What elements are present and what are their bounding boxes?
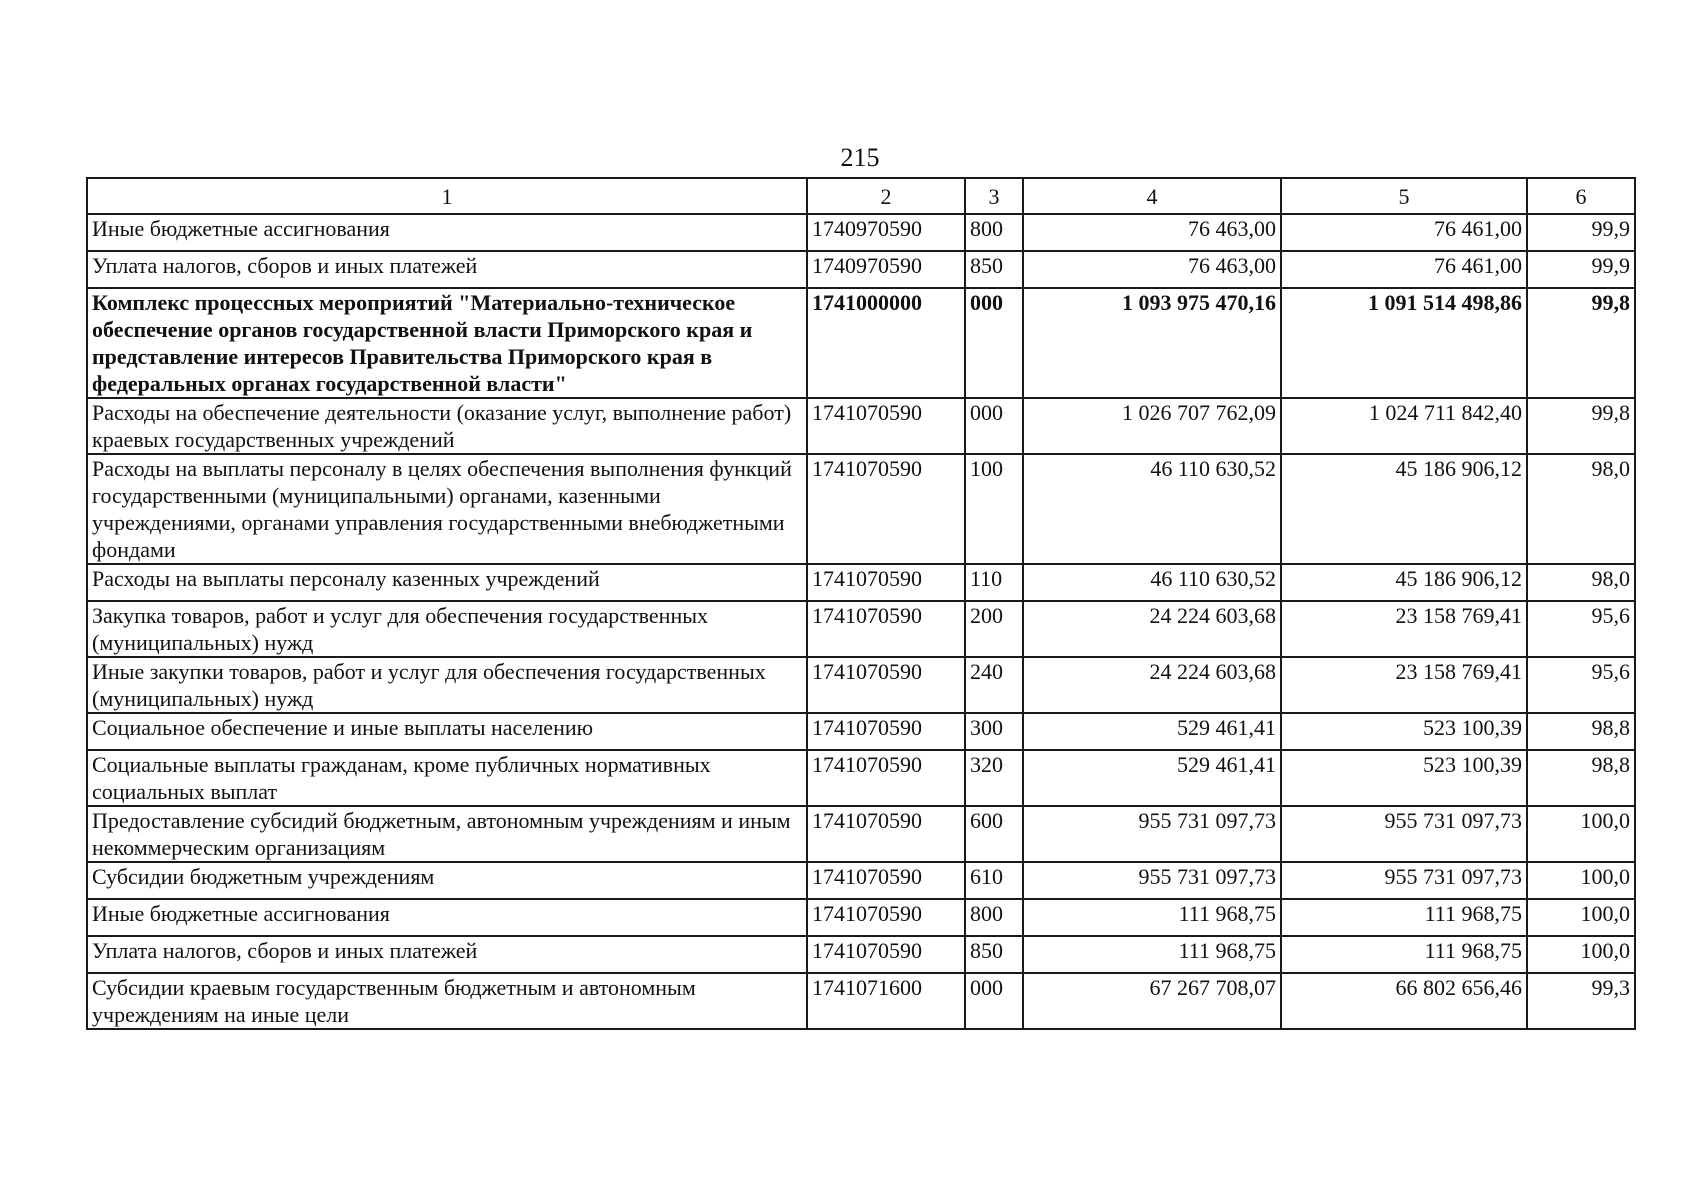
- table-row: [87, 862, 1635, 899]
- row-code-cell: 1741070590: [807, 806, 965, 862]
- row-type-cell: 850: [965, 251, 1023, 288]
- row-plan-cell: 24 224 603,68: [1023, 601, 1281, 657]
- row-name-cell: Расходы на выплаты персоналу в целях обеспечения выполнения функций государственными (муниципальными) органами, казенными учреждениями, органами управления государственными внебюджетными фондами: [87, 454, 807, 564]
- row-type-cell: 000: [965, 288, 1023, 398]
- table-row: [87, 899, 1635, 936]
- row-fact-cell: 523 100,39: [1281, 750, 1527, 806]
- row-name-cell: Субсидии краевым государственным бюджетным и автономным учреждениям на иные цели: [87, 973, 807, 1029]
- row-code-cell: 1741071600: [807, 973, 965, 1029]
- row-type-cell: 300: [965, 713, 1023, 750]
- row-code-cell: 1740970590: [807, 214, 965, 251]
- table-row: [87, 288, 1635, 398]
- row-fact-cell: 111 968,75: [1281, 936, 1527, 973]
- table-row: [87, 973, 1635, 1029]
- table-row: [87, 251, 1635, 288]
- row-name-cell: Уплата налогов, сборов и иных платежей: [87, 251, 807, 288]
- row-percent-cell: 98,0: [1527, 454, 1635, 564]
- column-header: 5: [1281, 178, 1527, 214]
- row-type-cell: 110: [965, 564, 1023, 601]
- row-plan-cell: 111 968,75: [1023, 936, 1281, 973]
- row-name-cell: Социальное обеспечение и иные выплаты населению: [87, 713, 807, 750]
- table-row: [87, 398, 1635, 454]
- row-code-cell: 1741070590: [807, 398, 965, 454]
- row-fact-cell: 66 802 656,46: [1281, 973, 1527, 1029]
- row-plan-cell: 1 026 707 762,09: [1023, 398, 1281, 454]
- column-header: 4: [1023, 178, 1281, 214]
- row-code-cell: 1741070590: [807, 657, 965, 713]
- row-name-cell: Предоставление субсидий бюджетным, автономным учреждениям и иным некоммерческим организациям: [87, 806, 807, 862]
- row-type-cell: 800: [965, 899, 1023, 936]
- row-percent-cell: 98,0: [1527, 564, 1635, 601]
- row-name-cell: Социальные выплаты гражданам, кроме публичных нормативных социальных выплат: [87, 750, 807, 806]
- row-percent-cell: 95,6: [1527, 601, 1635, 657]
- row-fact-cell: 1 024 711 842,40: [1281, 398, 1527, 454]
- row-type-cell: 800: [965, 214, 1023, 251]
- row-name-cell: Иные бюджетные ассигнования: [87, 899, 807, 936]
- row-type-cell: 850: [965, 936, 1023, 973]
- row-percent-cell: 99,8: [1527, 288, 1635, 398]
- row-percent-cell: 99,9: [1527, 251, 1635, 288]
- row-type-cell: 610: [965, 862, 1023, 899]
- row-code-cell: 1741070590: [807, 936, 965, 973]
- row-plan-cell: 955 731 097,73: [1023, 862, 1281, 899]
- row-fact-cell: 111 968,75: [1281, 899, 1527, 936]
- row-percent-cell: 100,0: [1527, 936, 1635, 973]
- page-number: 215: [840, 143, 880, 172]
- row-code-cell: 1741070590: [807, 899, 965, 936]
- table-row: [87, 214, 1635, 251]
- row-plan-cell: 46 110 630,52: [1023, 454, 1281, 564]
- table-row: [87, 657, 1635, 713]
- row-fact-cell: 955 731 097,73: [1281, 806, 1527, 862]
- row-name-cell: Иные бюджетные ассигнования: [87, 214, 807, 251]
- row-fact-cell: 45 186 906,12: [1281, 564, 1527, 601]
- row-code-cell: 1741070590: [807, 454, 965, 564]
- row-fact-cell: 955 731 097,73: [1281, 862, 1527, 899]
- row-name-cell: Комплекс процессных мероприятий "Материально-техническое обеспечение органов государственной власти Приморского края и представление интересов Правительства Приморского края в федеральных органах государственной власти": [87, 288, 807, 398]
- row-code-cell: 1741070590: [807, 862, 965, 899]
- column-header: 3: [965, 178, 1023, 214]
- row-code-cell: 1740970590: [807, 251, 965, 288]
- budget-table: [86, 177, 1636, 1030]
- table-row: [87, 936, 1635, 973]
- row-type-cell: 600: [965, 806, 1023, 862]
- row-code-cell: 1741000000: [807, 288, 965, 398]
- table-row: [87, 454, 1635, 564]
- row-percent-cell: 99,9: [1527, 214, 1635, 251]
- row-plan-cell: 67 267 708,07: [1023, 973, 1281, 1029]
- row-percent-cell: 100,0: [1527, 862, 1635, 899]
- row-percent-cell: 98,8: [1527, 713, 1635, 750]
- row-plan-cell: 24 224 603,68: [1023, 657, 1281, 713]
- row-fact-cell: 23 158 769,41: [1281, 601, 1527, 657]
- row-code-cell: 1741070590: [807, 750, 965, 806]
- table-row: [87, 806, 1635, 862]
- row-fact-cell: 76 461,00: [1281, 214, 1527, 251]
- row-plan-cell: 955 731 097,73: [1023, 806, 1281, 862]
- row-type-cell: 100: [965, 454, 1023, 564]
- row-percent-cell: 100,0: [1527, 899, 1635, 936]
- row-name-cell: Расходы на выплаты персоналу казенных учреждений: [87, 564, 807, 601]
- row-code-cell: 1741070590: [807, 601, 965, 657]
- row-name-cell: Уплата налогов, сборов и иных платежей: [87, 936, 807, 973]
- table-row: [87, 750, 1635, 806]
- column-header: 1: [87, 178, 807, 214]
- row-type-cell: 000: [965, 398, 1023, 454]
- row-plan-cell: 76 463,00: [1023, 251, 1281, 288]
- table-header-row: [87, 178, 1635, 214]
- row-percent-cell: 99,3: [1527, 973, 1635, 1029]
- row-name-cell: Закупка товаров, работ и услуг для обеспечения государственных (муниципальных) нужд: [87, 601, 807, 657]
- column-header: 6: [1527, 178, 1635, 214]
- row-plan-cell: 111 968,75: [1023, 899, 1281, 936]
- row-plan-cell: 46 110 630,52: [1023, 564, 1281, 601]
- row-type-cell: 240: [965, 657, 1023, 713]
- table-row: [87, 713, 1635, 750]
- row-code-cell: 1741070590: [807, 564, 965, 601]
- row-name-cell: Субсидии бюджетным учреждениям: [87, 862, 807, 899]
- row-name-cell: Расходы на обеспечение деятельности (оказание услуг, выполнение работ) краевых государственных учреждений: [87, 398, 807, 454]
- row-type-cell: 000: [965, 973, 1023, 1029]
- row-plan-cell: 1 093 975 470,16: [1023, 288, 1281, 398]
- table-row: [87, 601, 1635, 657]
- row-type-cell: 320: [965, 750, 1023, 806]
- row-percent-cell: 95,6: [1527, 657, 1635, 713]
- table-body: [87, 214, 1635, 1029]
- row-fact-cell: 76 461,00: [1281, 251, 1527, 288]
- row-fact-cell: 45 186 906,12: [1281, 454, 1527, 564]
- row-name-cell: Иные закупки товаров, работ и услуг для обеспечения государственных (муниципальных) нужд: [87, 657, 807, 713]
- table-row: [87, 564, 1635, 601]
- row-fact-cell: 1 091 514 498,86: [1281, 288, 1527, 398]
- row-code-cell: 1741070590: [807, 713, 965, 750]
- row-plan-cell: 529 461,41: [1023, 713, 1281, 750]
- row-percent-cell: 98,8: [1527, 750, 1635, 806]
- row-plan-cell: 529 461,41: [1023, 750, 1281, 806]
- row-plan-cell: 76 463,00: [1023, 214, 1281, 251]
- row-percent-cell: 100,0: [1527, 806, 1635, 862]
- row-percent-cell: 99,8: [1527, 398, 1635, 454]
- row-type-cell: 200: [965, 601, 1023, 657]
- row-fact-cell: 23 158 769,41: [1281, 657, 1527, 713]
- column-header: 2: [807, 178, 965, 214]
- row-fact-cell: 523 100,39: [1281, 713, 1527, 750]
